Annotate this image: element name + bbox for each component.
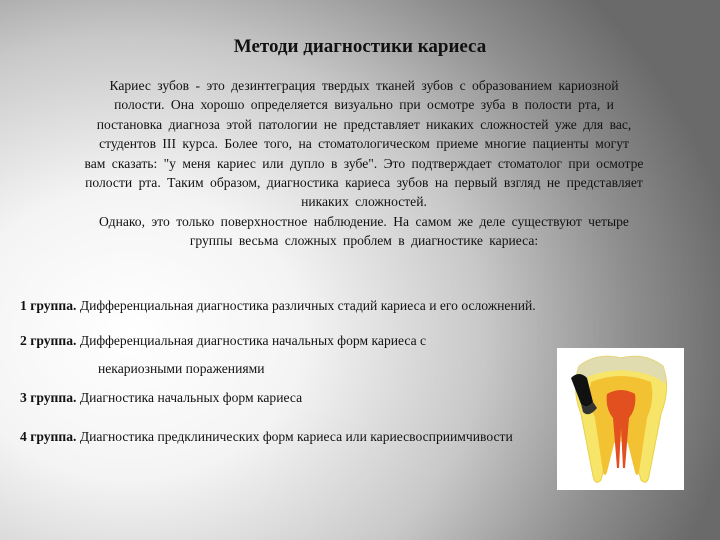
paragraph-line: Однако, это только поверхностное наблюдение. На самом же деле существуют четыре bbox=[99, 213, 629, 229]
group-item-4 bbox=[20, 429, 513, 445]
paragraph-line: студентов III курса. Более того, на стоматологическом приеме многие пациенты могут bbox=[99, 136, 629, 152]
paragraph-line: постановка диагноза этой патологии не представляет никаких сложностей уже для вас, bbox=[96, 116, 632, 132]
paragraph-line: группы весьма сложных проблем в диагностике кариеса: bbox=[189, 233, 539, 249]
paragraph-line: полости. Она хорошо определяется визуально при осмотре зуба в полости рта, и bbox=[114, 97, 614, 113]
group-label: 4 группа. bbox=[20, 429, 77, 444]
group-item-2-continuation bbox=[98, 361, 265, 377]
group-text: Диагностика начальных форм кариеса bbox=[79, 390, 303, 405]
group-label: 2 группа. bbox=[20, 333, 77, 348]
tooth-image bbox=[557, 348, 684, 490]
group-text: Дифференциальная диагностика начальных форм кариеса с bbox=[79, 333, 427, 348]
group-item-2 bbox=[20, 333, 426, 349]
group-text: Диагностика предклинических форм кариеса или кариесвосприимчивости bbox=[79, 429, 513, 444]
group-item-3 bbox=[20, 390, 302, 406]
paragraph-line: никаких сложностей. bbox=[301, 194, 427, 210]
group-label: 1 группа. bbox=[20, 298, 77, 313]
group-text: Дифференциальная диагностика различных стадий кариеса и его осложнений. bbox=[79, 298, 536, 313]
group-item-1 bbox=[20, 298, 536, 314]
paragraph-line: полости рта. Таким образом, диагностика кариеса зубов на первый взгляд не представляет bbox=[85, 175, 643, 191]
group-label: 3 группа. bbox=[20, 390, 77, 405]
group-text: некариозными поражениями bbox=[98, 361, 265, 376]
paragraph-line: вам сказать: "у меня кариес или дупло в зубе". Это подтверждает стоматолог при осмотре bbox=[84, 155, 644, 171]
page-title: Методи диагностики кариеса bbox=[233, 36, 487, 57]
paragraph-line: Кариес зубов - это дезинтеграция твердых тканей зубов с образованием кариозной bbox=[109, 78, 619, 93]
intro-paragraph bbox=[28, 76, 700, 251]
tooth-cross-section-icon bbox=[557, 348, 684, 490]
